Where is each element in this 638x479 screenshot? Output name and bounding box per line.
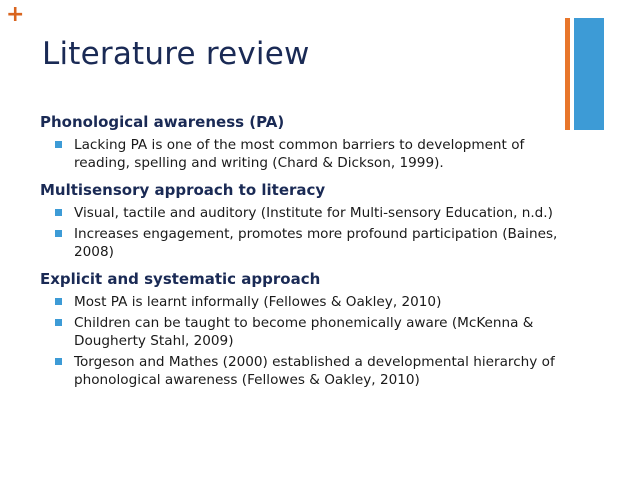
bullet-text: Most PA is learnt informally (Fellowes & Oakley, 2010) [74, 294, 442, 310]
slide-title: Literature review [42, 36, 310, 72]
square-bullet-icon [55, 230, 62, 237]
bullet-text: Visual, tactile and auditory (Institute for Multi-sensory Education, n.d.) [74, 205, 553, 221]
bullet-item [40, 136, 560, 172]
bullet-item [40, 225, 560, 261]
section-phonological-awareness [40, 112, 560, 172]
bullet-item [40, 314, 560, 350]
square-bullet-icon [55, 209, 62, 216]
slide-content [40, 112, 560, 397]
section-explicit-systematic [40, 269, 560, 389]
bullet-text: Children can be taught to become phonemically aware (McKenna & Dougherty Stahl, 2009) [74, 315, 534, 349]
blue-accent-bar [574, 18, 604, 130]
section-heading: Phonological awareness (PA) [40, 113, 285, 131]
bullet-text: Torgeson and Mathes (2000) established a developmental hierarchy of phonological awareness (Fellowes & Oakley, 2010) [74, 354, 555, 388]
square-bullet-icon [55, 358, 62, 365]
bullet-text: Increases engagement, promotes more profound participation (Baines, 2008) [74, 226, 558, 260]
bullet-list [40, 204, 560, 261]
square-bullet-icon [55, 141, 62, 148]
bullet-item [40, 204, 560, 222]
square-bullet-icon [55, 319, 62, 326]
section-heading: Multisensory approach to literacy [40, 181, 326, 199]
section-multisensory-approach [40, 180, 560, 261]
bullet-list [40, 293, 560, 389]
bullet-text: Lacking PA is one of the most common barriers to development of reading, spelling and writing (Chard & Dickson, 1999). [74, 137, 525, 171]
bullet-item [40, 353, 560, 389]
orange-accent-bar [565, 18, 570, 130]
section-heading: Explicit and systematic approach [40, 270, 321, 288]
bullet-list [40, 136, 560, 172]
square-bullet-icon [55, 298, 62, 305]
bullet-item [40, 293, 560, 311]
plus-icon: + [6, 2, 25, 27]
